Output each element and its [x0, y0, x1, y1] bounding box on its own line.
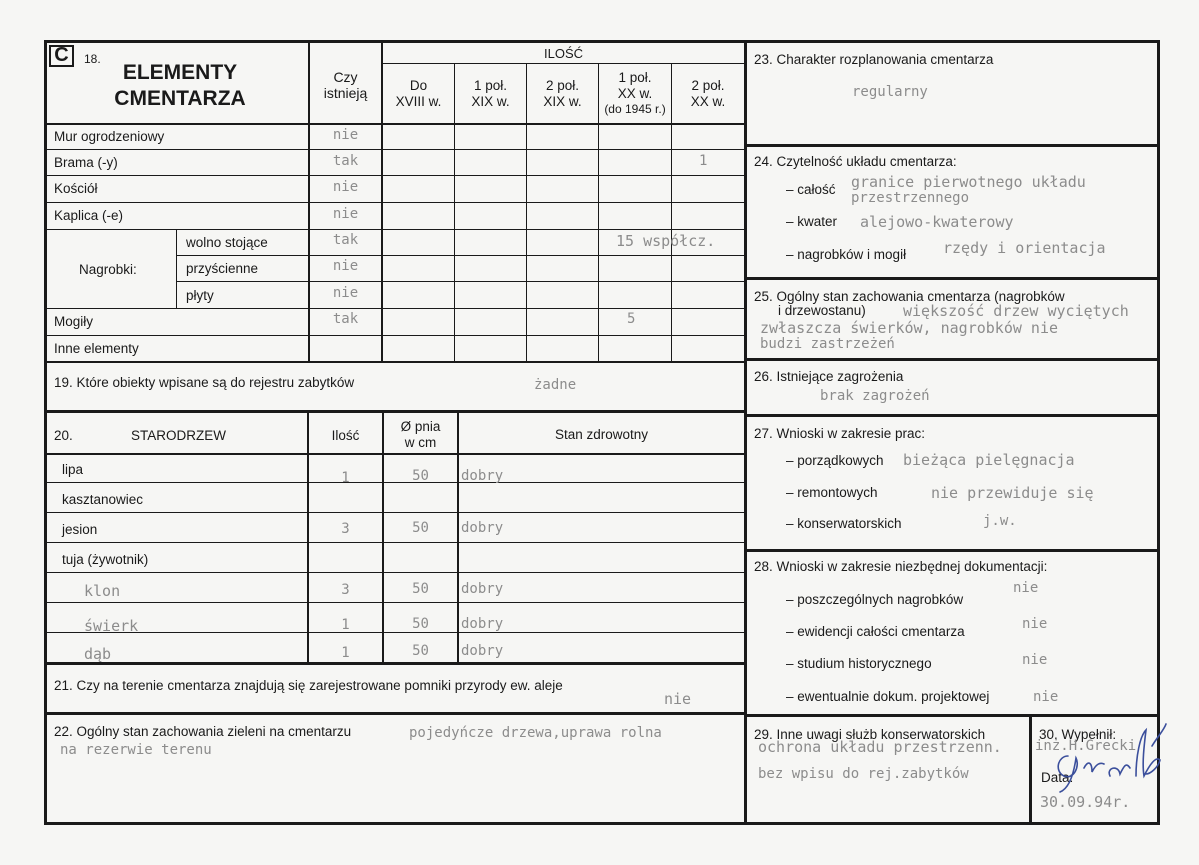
count-column-header: Ilość: [331, 428, 360, 443]
tree-count: 1: [341, 645, 350, 661]
divider: [44, 572, 744, 573]
s25-value: budzi zastrzeżeń: [760, 336, 895, 352]
divider: [457, 413, 459, 663]
exists-value: nie: [332, 127, 359, 143]
tree-health: dobry: [461, 616, 504, 632]
divider: [744, 40, 747, 825]
diameter-column-header: Ø pnia: [400, 419, 441, 434]
exists-column-header: istnieją: [323, 85, 368, 101]
tree-diameter: 50: [412, 520, 429, 536]
s30-label: 30. Wypełnił:: [1039, 727, 1117, 742]
tree-name: klon: [84, 582, 121, 600]
period-header: Do: [409, 78, 428, 93]
exists-value: tak: [332, 232, 359, 248]
s26-label: 26. Istniejące zagrożenia: [754, 369, 904, 384]
divider: [744, 358, 1160, 361]
s22-value: pojedyńcze drzewa,uprawa rolna: [409, 725, 662, 741]
s27-item-label: – remontowych: [786, 485, 878, 500]
tree-health: dobry: [461, 581, 504, 597]
period-header: 2 poł.: [545, 78, 580, 93]
quantity-value: 15 współcz.: [616, 232, 716, 250]
s20-number: 20.: [54, 428, 73, 443]
s28-label: 28. Wnioski w zakresie niezbędnej dokumentacji:: [754, 559, 1048, 574]
period-header: 1 poł.: [473, 78, 508, 93]
tree-name: jesion: [62, 522, 98, 537]
s24-graves-value: rzędy i orientacja: [943, 239, 1106, 257]
divider: [44, 229, 744, 230]
element-label: płyty: [186, 288, 214, 303]
element-label: Kaplica (-e): [54, 208, 124, 223]
period-header: 2 poł.: [691, 78, 725, 93]
divider: [744, 277, 1160, 280]
s28-item-value: nie: [1022, 652, 1048, 668]
tree-name: tuja (żywotnik): [62, 552, 149, 567]
divider: [44, 361, 744, 363]
card-letter: C: [54, 44, 69, 66]
tree-name: kasztanowiec: [62, 492, 144, 507]
s28-item-label: – studium historycznego: [786, 656, 932, 671]
s27-item-value: j.w.: [983, 513, 1017, 529]
divider: [44, 202, 744, 203]
s19-value: żadne: [534, 377, 577, 393]
tree-diameter: 50: [412, 468, 429, 484]
s27-item-label: – konserwatorskich: [786, 516, 902, 531]
tree-count: 1: [341, 470, 350, 486]
tree-name: świerk: [84, 617, 139, 635]
period-header: XIX w.: [543, 94, 582, 109]
exists-column-header: Czy: [333, 69, 358, 85]
s27-item-label: – porządkowych: [786, 453, 884, 468]
section-title: CMENTARZA: [114, 87, 246, 110]
period-header: XX w.: [690, 94, 726, 109]
signature-icon: [1040, 716, 1170, 796]
element-label: Kościół: [54, 181, 98, 196]
divider: [382, 63, 744, 64]
tree-diameter: 50: [412, 616, 429, 632]
diameter-column-header: w cm: [404, 435, 437, 450]
divider: [176, 281, 744, 282]
s24-label: 24. Czytelność układu cmentarza:: [754, 154, 957, 169]
element-label: Inne elementy: [54, 341, 139, 356]
element-label: Brama (-y): [54, 155, 118, 170]
s23-value: regularny: [852, 84, 928, 100]
tombs-group-label: Nagrobki:: [79, 262, 137, 277]
s20-title: STARODRZEW: [131, 428, 226, 443]
s26-value: brak zagrożeń: [820, 388, 930, 404]
health-column-header: Stan zdrowotny: [554, 427, 649, 442]
quantity-value: 1: [699, 153, 708, 169]
tree-name: dąb: [84, 645, 112, 663]
s28-item-value: nie: [1022, 616, 1048, 632]
divider: [44, 453, 744, 455]
s30-date-label: Data:: [1041, 770, 1074, 785]
period-header: 1 poł.: [618, 70, 652, 85]
divider: [744, 549, 1160, 552]
s27-item-value: bieżąca pielęgnacja: [903, 451, 1075, 469]
exists-value: nie: [332, 206, 359, 222]
tree-count: 1: [341, 617, 350, 633]
s24-quarter-value: alejowo-kwaterowy: [860, 213, 1014, 231]
tree-count: 3: [341, 521, 350, 537]
divider: [44, 542, 744, 543]
divider: [44, 662, 744, 665]
s21-label: 21. Czy na terenie cmentarza znajdują się zarejestrowane pomniki przyrody ew. aleje: [54, 678, 563, 693]
element-label: Mogiły: [54, 314, 94, 329]
s22-value: na rezerwie terenu: [60, 742, 212, 758]
tree-health: dobry: [461, 643, 504, 659]
divider: [44, 712, 744, 715]
divider: [44, 149, 744, 150]
divider: [744, 414, 1160, 417]
divider: [744, 144, 1160, 147]
divider: [176, 229, 177, 308]
quantity-header: ILOŚĆ: [543, 46, 583, 61]
s25-label: 25. Ogólny stan zachowania cmentarza (nagrobków: [754, 289, 1065, 304]
tree-health: dobry: [461, 520, 504, 536]
element-label: wolno stojące: [186, 235, 268, 250]
s19-label: 19. Które obiekty wpisane są do rejestru zabytków: [54, 375, 355, 390]
s22-label: 22. Ogólny stan zachowania zieleni na cmentarzu: [54, 724, 352, 739]
s30-filled-by: inż.H.Grecki: [1035, 738, 1137, 754]
section-number: 18.: [84, 52, 101, 66]
s29-label: 29. Inne uwagi służb konserwatorskich: [754, 727, 986, 742]
tree-diameter: 50: [412, 643, 429, 659]
quantity-value: 5: [627, 311, 636, 327]
s28-item-value: nie: [1033, 689, 1059, 705]
divider: [44, 335, 744, 336]
exists-value: nie: [332, 285, 359, 301]
period-header: XX w.: [617, 86, 653, 101]
exists-value: tak: [332, 153, 359, 169]
s24-whole-value: przestrzennego: [851, 190, 970, 206]
s23-label: 23. Charakter rozplanowania cmentarza: [754, 52, 994, 67]
s25-label: i drzewostanu): [778, 303, 866, 318]
divider: [44, 175, 744, 176]
divider: [176, 255, 744, 256]
tree-name: lipa: [62, 462, 84, 477]
tree-diameter: 50: [412, 581, 429, 597]
divider: [44, 123, 744, 125]
divider: [44, 602, 744, 603]
s29-value: ochrona układu przestrzenn.: [758, 738, 1002, 756]
s25-value: zwłaszcza świerków, nagrobków nie: [760, 319, 1059, 337]
s24-whole-label: – całość: [786, 182, 836, 197]
s27-item-value: nie przewiduje się: [931, 484, 1094, 502]
period-header: XIX w.: [471, 94, 510, 109]
section-title: ELEMENTY: [122, 61, 238, 84]
s24-quarter-label: – kwater: [786, 214, 838, 229]
divider: [44, 632, 744, 633]
period-header: (do 1945 r.): [604, 102, 666, 116]
exists-value: nie: [332, 258, 359, 274]
s28-item-label: – ewentualnie dokum. projektowej: [786, 689, 990, 704]
s24-whole-value: granice pierwotnego układu: [851, 173, 1086, 191]
element-label: Mur ogrodzeniowy: [54, 129, 165, 144]
divider: [1029, 714, 1032, 825]
s28-item-value: nie: [1013, 580, 1039, 596]
period-header: XVIII w.: [395, 94, 442, 109]
exists-value: nie: [332, 179, 359, 195]
s29-value: bez wpisu do rej.zabytków: [758, 766, 969, 782]
tree-count: 3: [341, 582, 350, 598]
s28-item-label: – ewidencji całości cmentarza: [786, 624, 965, 639]
tree-health: dobry: [461, 468, 504, 484]
s27-label: 27. Wnioski w zakresie prac:: [754, 426, 926, 441]
element-label: przyścienne: [186, 261, 259, 276]
exists-value: tak: [332, 311, 359, 327]
s25-value: większość drzew wyciętych: [903, 302, 1129, 320]
s30-date-value: 30.09.94r.: [1040, 793, 1131, 811]
s21-value: nie: [664, 690, 692, 708]
s24-graves-label: – nagrobków i mogił: [786, 247, 907, 262]
divider: [44, 410, 744, 413]
s28-item-label: – poszczególnych nagrobków: [786, 592, 964, 607]
divider: [44, 512, 744, 513]
divider: [44, 308, 744, 309]
